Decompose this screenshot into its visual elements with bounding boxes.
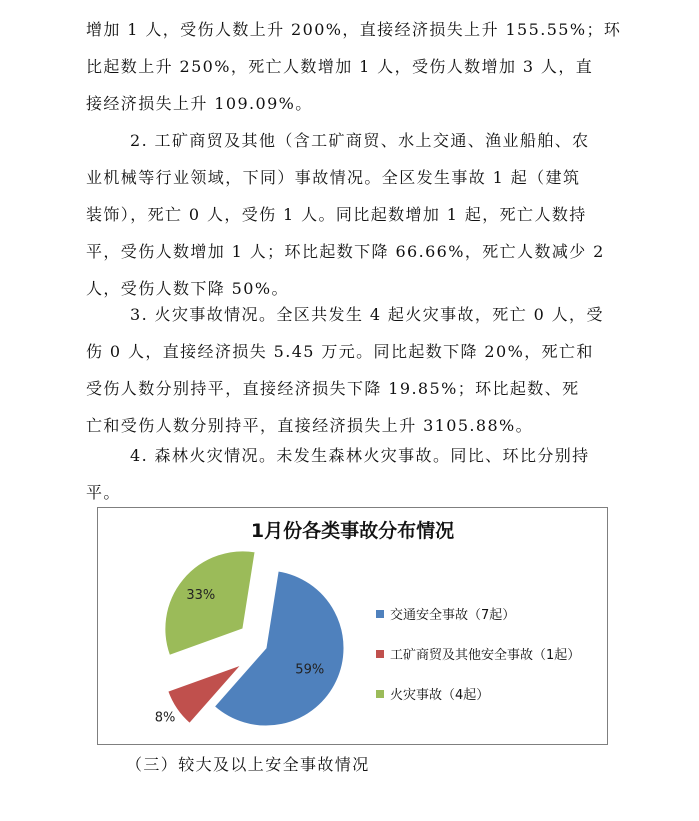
legend-item-traffic: [376, 604, 515, 623]
pie-chart-plot: [98, 508, 607, 744]
paragraph-fire: [86, 296, 616, 444]
paragraph-traffic-continued: [86, 11, 622, 122]
pie-chart: [97, 507, 608, 745]
slice-label-traffic: 59%: [295, 662, 325, 678]
legend-label: 交通安全事故（7起）: [390, 608, 516, 623]
text-line: 伤 0 人，直接经济损失 5.45 万元。同比起数下降 20%，死亡和: [86, 342, 594, 361]
legend-label: 工矿商贸及其他安全事故（1起）: [390, 648, 581, 663]
text-line: 接经济损失上升 109.09%。: [86, 94, 313, 113]
legend-swatch: [376, 690, 384, 698]
legend-item-fire: [376, 684, 489, 703]
paragraph-forest-fire: [86, 437, 616, 511]
paragraph-industry-trade: [86, 122, 616, 307]
text-line: 2. 工矿商贸及其他（含工矿商贸、水上交通、渔业船舶、农: [130, 131, 590, 150]
text-line: 增加 1 人，受伤人数上升 200%，直接经济损失上升 155.55%；环: [86, 20, 622, 39]
text-line: 业机械等行业领域，下同）事故情况。全区发生事故 1 起（建筑: [86, 168, 581, 187]
text-line: 4. 森林火灾情况。未发生森林火灾事故。同比、环比分别持: [130, 446, 590, 465]
pie-slice-fire: [165, 551, 255, 655]
section-heading: （三）较大及以上安全事故情况: [126, 755, 370, 774]
text-line: 装饰），死亡 0 人，受伤 1 人。同比起数增加 1 起，死亡人数持: [86, 205, 587, 224]
chart-title: 1月份各类事故分布情况: [250, 520, 455, 542]
legend-swatch: [376, 610, 384, 618]
text-line: 3. 火灾事故情况。全区共发生 4 起火灾事故，死亡 0 人，受: [130, 305, 604, 324]
text-line: 平，受伤人数增加 1 人；环比起数下降 66.66%，死亡人数减少 2: [86, 242, 605, 261]
legend-item-industry: [376, 644, 580, 663]
text-line: 比起数上升 250%，死亡人数增加 1 人，受伤人数增加 3 人，直: [86, 57, 594, 76]
text-line: 亡和受伤人数分别持平，直接经济损失上升 3105.88%。: [86, 416, 534, 435]
text-line: 平。: [86, 483, 121, 502]
slice-label-fire: 33%: [186, 588, 216, 604]
slice-label-industry: 8%: [154, 710, 176, 726]
legend-swatch: [376, 650, 384, 658]
legend-label: 火灾事故（4起）: [390, 688, 490, 703]
text-line: 人，受伤人数下降 50%。: [86, 279, 289, 298]
text-line: 受伤人数分别持平，直接经济损失下降 19.85%；环比起数、死: [86, 379, 580, 398]
